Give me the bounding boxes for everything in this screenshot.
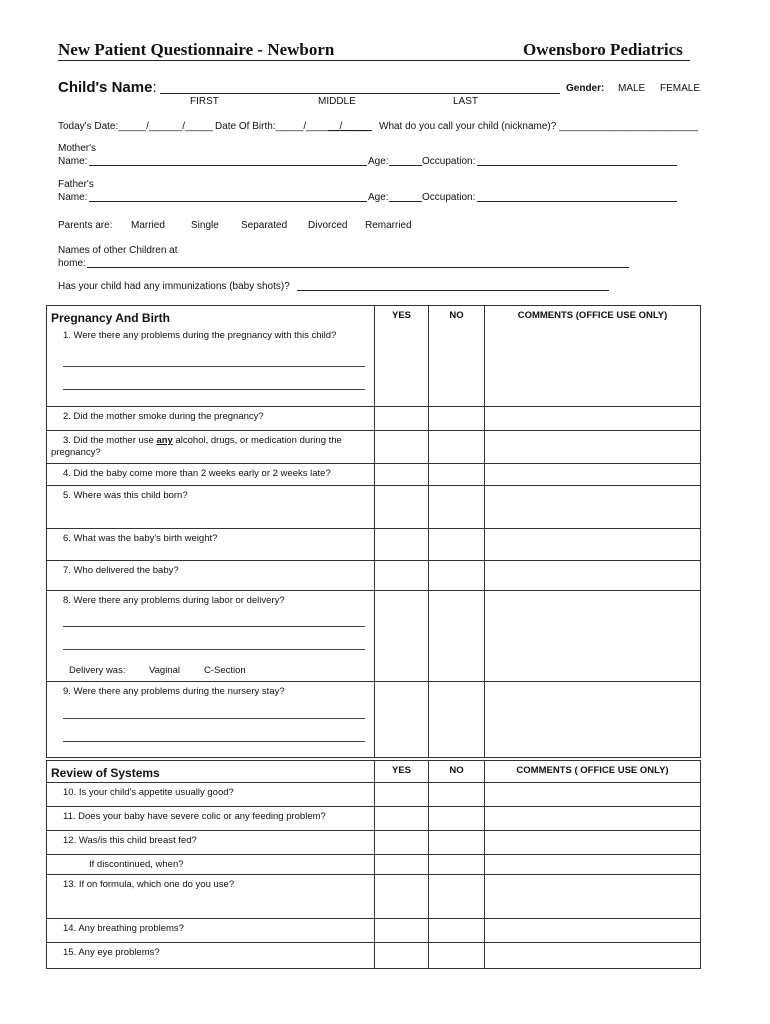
- no-checkbox[interactable]: [429, 464, 485, 486]
- other-children-label: Names of other Children at: [58, 245, 178, 256]
- table-row: [47, 561, 701, 591]
- no-checkbox[interactable]: [429, 591, 485, 682]
- no-checkbox[interactable]: [429, 561, 485, 591]
- table-row: [47, 783, 701, 807]
- question-6: 6. What was the baby's birth weight?: [63, 533, 218, 544]
- table-row: [47, 407, 701, 431]
- child-name-field[interactable]: [160, 93, 560, 94]
- parents-single-option[interactable]: Single: [191, 220, 219, 231]
- father-occupation-field[interactable]: [477, 201, 677, 202]
- yes-checkbox[interactable]: [375, 591, 429, 682]
- father-age-label: Age:: [368, 192, 389, 203]
- father-label: Father's: [58, 179, 94, 190]
- first-name-caption: FIRST: [190, 96, 219, 107]
- no-checkbox[interactable]: [429, 831, 485, 855]
- mother-name-field[interactable]: [89, 165, 367, 166]
- delivery-was-label: Delivery was:: [69, 665, 126, 676]
- answer-line[interactable]: [63, 366, 365, 367]
- mother-age-field[interactable]: [389, 165, 422, 166]
- yes-checkbox[interactable]: [375, 919, 429, 943]
- table-row: [47, 529, 701, 561]
- comments-cell: [485, 464, 701, 486]
- yes-column-header: [375, 761, 429, 783]
- yes-checkbox[interactable]: [375, 486, 429, 529]
- father-occupation-label: Occupation:: [422, 192, 476, 203]
- comments-cell: [485, 529, 701, 561]
- yes-checkbox[interactable]: [375, 875, 429, 919]
- dob-year-underline: [328, 130, 372, 131]
- nickname-field[interactable]: What do you call your child (nickname)? _________________________: [379, 121, 699, 132]
- middle-name-caption: MIDDLE: [318, 96, 356, 107]
- no-checkbox[interactable]: [429, 807, 485, 831]
- question-2: 2. Did the mother smoke during the pregnancy?: [63, 411, 264, 422]
- comments-column-header: [485, 306, 701, 326]
- no-checkbox[interactable]: [429, 875, 485, 919]
- yes-checkbox[interactable]: [375, 464, 429, 486]
- no-checkbox[interactable]: [429, 919, 485, 943]
- no-checkbox[interactable]: [429, 529, 485, 561]
- table-row: [47, 807, 701, 831]
- review-section-header: [47, 761, 375, 783]
- yes-checkbox[interactable]: [375, 529, 429, 561]
- no-checkbox[interactable]: [429, 431, 485, 464]
- table-row: [47, 431, 701, 464]
- mother-age-label: Age:: [368, 156, 389, 167]
- comments-cell: [485, 326, 701, 407]
- pregnancy-section-header: [47, 306, 375, 326]
- question-9: 9. Were there any problems during the nursery stay?: [63, 686, 285, 697]
- comments-cell: [485, 561, 701, 591]
- yes-checkbox[interactable]: [375, 561, 429, 591]
- immunizations-label: Has your child had any immunizations (baby shots)?: [58, 281, 290, 292]
- yes-checkbox[interactable]: [375, 807, 429, 831]
- other-children-home-label: home:: [58, 258, 86, 269]
- question-1: 1. Were there any problems during the pregnancy with this child?: [63, 329, 337, 341]
- yes-checkbox[interactable]: [375, 407, 429, 431]
- question-7: 7. Who delivered the baby?: [63, 565, 179, 576]
- parents-married-option[interactable]: Married: [131, 220, 165, 231]
- table-row: [47, 875, 701, 919]
- father-name-label: Name:: [58, 192, 88, 203]
- question-12: 12. Was/is this child breast fed?: [63, 835, 197, 846]
- review-table: [46, 760, 701, 969]
- table-row: [47, 591, 701, 682]
- question-5: 5. Where was this child born?: [63, 490, 188, 501]
- table-row: [47, 855, 701, 875]
- question-13: 13. If on formula, which one do you use?: [63, 879, 235, 890]
- father-name-field[interactable]: [89, 201, 367, 202]
- no-checkbox[interactable]: [429, 783, 485, 807]
- no-checkbox[interactable]: [429, 407, 485, 431]
- no-checkbox[interactable]: [429, 486, 485, 529]
- question-cell-1: [47, 326, 375, 407]
- table-row: [47, 682, 701, 758]
- form-title: New Patient Questionnaire - Newborn: [58, 40, 335, 59]
- comments-column-header: [485, 761, 701, 783]
- no-header-text: NO: [449, 765, 464, 776]
- mother-occupation-label: Occupation:: [422, 156, 476, 167]
- mother-occupation-field[interactable]: [477, 165, 677, 166]
- question-4: 4. Did the baby come more than 2 weeks early or 2 weeks late?: [63, 468, 331, 479]
- comments-header-text: COMMENTS (OFFICE USE ONLY): [517, 310, 668, 321]
- no-column-header: [429, 306, 485, 326]
- delivery-csection-option[interactable]: C-Section: [204, 665, 246, 676]
- question-14: 14. Any breathing problems?: [63, 923, 184, 934]
- immunizations-field[interactable]: [297, 290, 609, 291]
- comments-cell: [485, 875, 701, 919]
- table-row: [47, 943, 701, 969]
- comments-cell: [485, 431, 701, 464]
- yes-column-header: [375, 306, 429, 326]
- no-checkbox[interactable]: [429, 943, 485, 969]
- yes-checkbox[interactable]: [375, 855, 429, 875]
- comments-cell: [485, 682, 701, 758]
- table-row: [47, 486, 701, 529]
- no-checkbox[interactable]: [429, 682, 485, 758]
- gender-male-option[interactable]: MALE: [618, 83, 646, 94]
- review-section-title: Review of Systems: [51, 766, 160, 780]
- question-11: 11. Does your baby have severe colic or any feeding problem?: [63, 811, 326, 822]
- table-row: [47, 919, 701, 943]
- yes-checkbox[interactable]: [375, 831, 429, 855]
- yes-checkbox[interactable]: [375, 943, 429, 969]
- no-header-text: NO: [449, 310, 464, 321]
- comments-cell: [485, 807, 701, 831]
- gender-female-option[interactable]: FEMALE: [660, 83, 701, 94]
- father-age-field[interactable]: [389, 201, 422, 202]
- no-column-header: [429, 761, 485, 783]
- answer-line[interactable]: [63, 718, 365, 719]
- question-3: 3. Did the mother use any alcohol, drugs, or medication during the pregnancy?: [51, 435, 342, 458]
- question-12-followup: If discontinued, when?: [89, 859, 184, 870]
- table-row: [47, 464, 701, 486]
- comments-cell: [485, 407, 701, 431]
- yes-checkbox[interactable]: [375, 326, 429, 407]
- table-row: [47, 831, 701, 855]
- comments-cell: [485, 855, 701, 875]
- no-checkbox[interactable]: [429, 855, 485, 875]
- parents-divorced-option[interactable]: Divorced: [308, 220, 348, 231]
- comments-cell: [485, 591, 701, 682]
- no-checkbox[interactable]: [429, 326, 485, 407]
- comments-cell: [485, 486, 701, 529]
- table-row: [47, 326, 701, 407]
- comments-cell: [485, 831, 701, 855]
- pregnancy-section-title: Pregnancy And Birth: [51, 311, 170, 325]
- other-children-field[interactable]: [87, 267, 629, 268]
- comments-cell: [485, 783, 701, 807]
- question-8: 8. Were there any problems during labor or delivery?: [63, 595, 285, 606]
- yes-checkbox[interactable]: [375, 783, 429, 807]
- comments-cell: [485, 919, 701, 943]
- gender-label: Gender:: [566, 83, 605, 94]
- parents-separated-option[interactable]: Separated: [241, 220, 288, 231]
- date-of-birth-field[interactable]: Date Of Birth:_____/______/_____: [215, 121, 371, 132]
- answer-line[interactable]: [63, 626, 365, 627]
- child-name-label: Child's Name:: [58, 79, 157, 96]
- comments-header-text: COMMENTS ( OFFICE USE ONLY): [516, 765, 669, 776]
- question-10: 10. Is your child's appetite usually good?: [63, 787, 234, 798]
- title-underline: [58, 60, 690, 61]
- answer-line[interactable]: [63, 741, 365, 742]
- answer-line[interactable]: [63, 649, 365, 650]
- yes-checkbox[interactable]: [375, 431, 429, 464]
- question-15: 15. Any eye problems?: [63, 947, 160, 958]
- last-name-caption: LAST: [453, 96, 479, 107]
- parents-remarried-option[interactable]: Remarried: [365, 220, 412, 231]
- practice-name: Owensboro Pediatrics: [523, 40, 683, 59]
- todays-date-field[interactable]: Today's Date:_____/______/_____: [58, 121, 213, 132]
- yes-header-text: YES: [391, 310, 411, 321]
- parents-are-label: Parents are:: [58, 220, 113, 231]
- yes-checkbox[interactable]: [375, 682, 429, 758]
- pregnancy-table: [46, 305, 701, 758]
- mother-name-label: Name:: [58, 156, 88, 167]
- yes-header-text: YES: [391, 765, 411, 776]
- delivery-vaginal-option[interactable]: Vaginal: [149, 665, 180, 676]
- comments-cell: [485, 943, 701, 969]
- mother-label: Mother's: [58, 143, 97, 154]
- answer-line[interactable]: [63, 389, 365, 390]
